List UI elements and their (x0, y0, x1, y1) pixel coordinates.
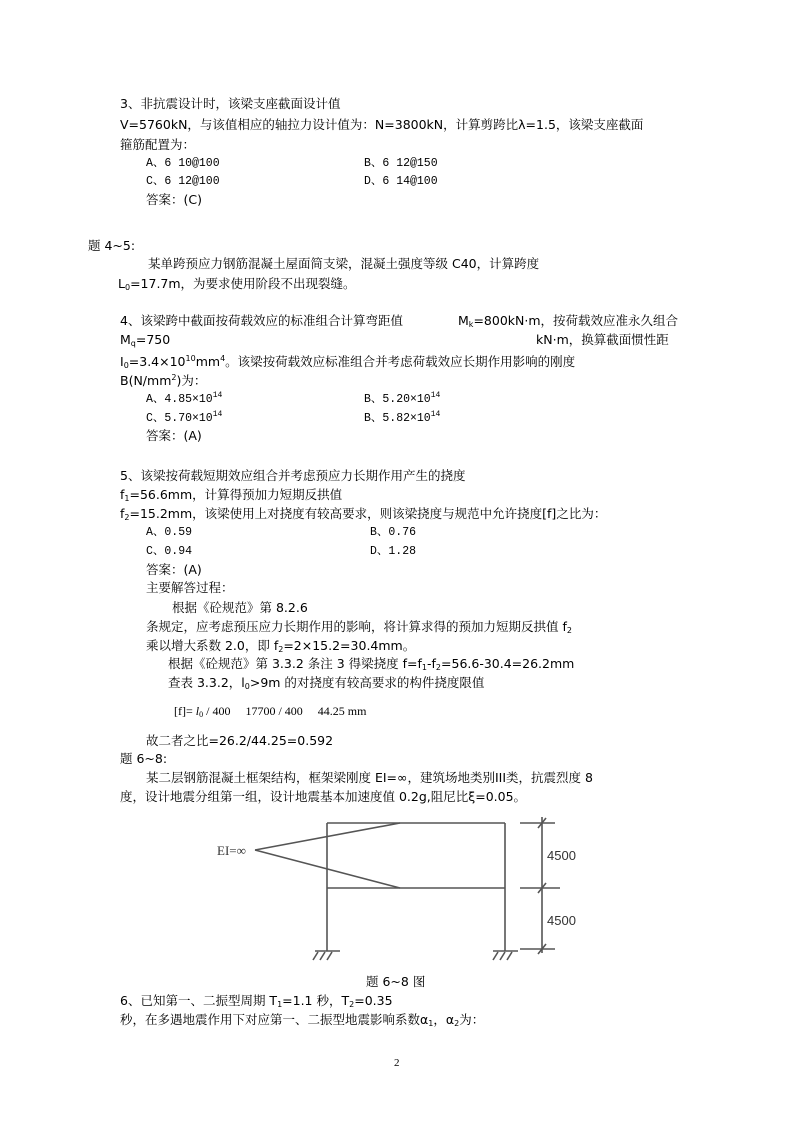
mq-symbol: M (120, 332, 131, 347)
option-exp: 14 (430, 410, 441, 419)
sol-line3-a: 乘以增大系数 2.0，即 f (146, 638, 279, 653)
q5-option-d: D、1.28 (370, 545, 417, 558)
group-6-8-intro-line1: 某二层钢筋混凝土框架结构，框架梁刚度 EI=∞，建筑场地类别III类，抗震烈度 8 (146, 770, 593, 785)
sol-line4-a: 根据《砼规范》第 3.3.2 条注 3 得梁挠度 f=f (168, 656, 422, 671)
group-4-5-intro-line2 (118, 276, 356, 296)
mk-rest: =800kN·m，按荷载效应准永久组合 (473, 313, 679, 328)
formula-a: [f]= (174, 704, 196, 718)
q3-stem-line1: 3、非抗震设计时，该梁支座截面设计值 (120, 96, 341, 111)
i0-exp: 10 (185, 354, 196, 363)
l0-subscript: 0 (124, 283, 131, 292)
q5-line3 (120, 506, 606, 526)
i0-subscript: 0 (123, 361, 129, 370)
sol-line5-b: >9m 的对挠度有较高要求的构件挠度限值 (249, 675, 485, 690)
option-exp: 14 (430, 391, 441, 400)
q4-mq (120, 332, 170, 352)
sol-line5-a: 查表 3.3.2，l (168, 675, 245, 690)
q4-option-d (364, 407, 440, 427)
q5-option-a: A、0.59 (146, 526, 193, 539)
q3-option-b: B、6 12@150 (364, 157, 438, 170)
q6-line1-a: 6、已知第一、二振型周期 T (120, 993, 278, 1008)
q6-line1-b: =1.1 秒，T (282, 993, 350, 1008)
q3-option-a: A、6 10@100 (146, 157, 220, 170)
l0-symbol: L (118, 276, 125, 291)
b-unit-exp: 2 (171, 373, 177, 382)
mq-value: =750 (135, 332, 171, 347)
intro-rest: =17.7m，为要求使用阶段不出现裂缝。 (130, 276, 356, 291)
i0-value: =3.4×10 (128, 354, 186, 369)
option-text: A、4.85×10 (146, 393, 213, 406)
option-exp: 14 (212, 410, 223, 419)
q4-option-c (146, 407, 222, 427)
q5-line1: 5、该梁按荷载短期效应组合并考虑预应力长期作用产生的挠度 (120, 468, 466, 483)
f2-symbol: f (120, 506, 125, 521)
page-number: 2 (394, 1057, 400, 1069)
q5-sol-line5 (168, 675, 484, 695)
q4-mk (458, 313, 678, 333)
t2-sub: 2 (349, 1000, 355, 1009)
q4-line2-right: kN·m，换算截面惯性距 (536, 332, 669, 347)
f2-rest: =15.2mm，该梁使用上对挠度有较高要求，则该梁挠度与规范中允许挠度[f]之比为： (129, 506, 607, 521)
q5-option-c: C、0.94 (146, 545, 193, 558)
sol-line2-text: 条规定，应考虑预压应力长期作用的影响，将计算求得的预加力短期反拱值 f (146, 619, 567, 634)
figure-caption: 题 6~8 图 (366, 974, 426, 989)
alpha1-sub: 1 (428, 1019, 434, 1028)
q6-line1-c: =0.35 (354, 993, 393, 1008)
option-exp: 14 (212, 391, 223, 400)
q5-formula (174, 703, 366, 723)
q3-stem-line2: V=5760kN，与该值相应的轴拉力设计值为：N=3800kN，计算剪跨比λ=1.5，该梁支座截面 (120, 117, 644, 132)
i0-unit-exp: 4 (220, 354, 226, 363)
dim-upper: 4500 (547, 848, 576, 863)
sol-line4-sub1: 1 (421, 663, 427, 672)
q6-line1 (120, 993, 393, 1013)
q4-text: 4、该梁跨中截面按荷载效应的标准组合计算弯距值 (120, 313, 403, 328)
b-unit-close: )为： (176, 373, 207, 388)
q6-line2-b: ，α (433, 1012, 455, 1027)
sol-line4-sub2: 2 (435, 663, 442, 672)
q5-conclusion: 故二者之比=26.2/44.25=0.592 (146, 733, 334, 748)
option-text: C、5.70×10 (146, 412, 213, 425)
formula-b: / 400 17700 / 400 44.25 mm (203, 704, 367, 718)
option-text: B、5.20×10 (364, 393, 431, 406)
b-unit: B(N/mm (120, 373, 172, 388)
dim-lower: 4500 (547, 913, 576, 928)
q3-answer: 答案：(C) (146, 192, 202, 207)
group-4-5-heading: 题 4~5: (88, 238, 136, 253)
q5-sol-line4 (168, 656, 574, 676)
i0-unit: mm (195, 354, 221, 369)
f1-subscript: 1 (124, 494, 130, 503)
q6-line2-a: 秒，在多遇地震作用下对应第一、二振型地震影响系数α (120, 1012, 429, 1027)
mq-subscript: q (130, 339, 136, 348)
q4-answer: 答案：(A) (146, 428, 202, 443)
q5-option-b: B、0.76 (370, 526, 417, 539)
alpha2-sub: 2 (454, 1019, 460, 1028)
q4-line4 (120, 370, 206, 389)
sol-line5-sub: 0 (244, 682, 250, 691)
q5-sol-line3 (146, 638, 415, 658)
group-4-5-intro-line1: 某单跨预应力钢筋混凝土屋面简支梁，混凝土强度等级 C40，计算跨度 (148, 256, 540, 271)
group-6-8-heading: 题 6~8: (120, 751, 168, 766)
mk-symbol: M (458, 313, 469, 328)
f2-subscript: 2 (124, 513, 130, 522)
q4-line3-rest: 。该梁按荷载效应标准组合并考虑荷载效应长期作用影响的刚度 (225, 354, 576, 369)
q5-line2 (120, 487, 342, 507)
sol-line3-sub: 2 (278, 645, 284, 654)
q3-option-d: D、6 14@100 (364, 175, 438, 188)
f1-symbol: f (120, 487, 125, 502)
formula-l-sub: 0 (199, 710, 204, 719)
f1-rest: =56.6mm，计算得预加力短期反拱值 (129, 487, 343, 502)
ei-label: EI=∞ (217, 843, 246, 858)
q5-sol-line2 (146, 619, 572, 639)
t1-sub: 1 (277, 1000, 283, 1009)
formula-l: l (195, 704, 200, 718)
i0-symbol: I (120, 354, 124, 369)
sol-line4-b: -f (427, 656, 436, 671)
q3-stem-line3: 箍筋配置为： (120, 137, 196, 152)
q4-option-a (146, 388, 222, 408)
option-text: B、5.82×10 (364, 412, 431, 425)
q5-solution-heading: 主要解答过程： (146, 580, 234, 595)
sol-line4-c: =56.6-30.4=26.2mm (441, 656, 575, 671)
sol-line3-b: =2×15.2=30.4mm。 (283, 638, 416, 653)
sol-line2-sub: 2 (566, 626, 572, 635)
q3-option-c: C、6 12@100 (146, 175, 220, 188)
q5-sol-line1: 根据《砼规范》第 8.2.6 (172, 600, 308, 615)
q4-line1 (120, 313, 403, 329)
q5-answer: 答案：(A) (146, 562, 202, 577)
q4-option-b (364, 388, 440, 408)
frame-structure-diagram (215, 815, 585, 970)
mk-subscript: k (468, 320, 474, 329)
q6-line2-c: 为： (459, 1012, 485, 1027)
group-6-8-intro-line2: 度，设计地震分组第一组，设计地震基本加速度值 0.2g,阻尼比ξ=0.05。 (120, 789, 527, 804)
q6-line2 (120, 1012, 484, 1032)
